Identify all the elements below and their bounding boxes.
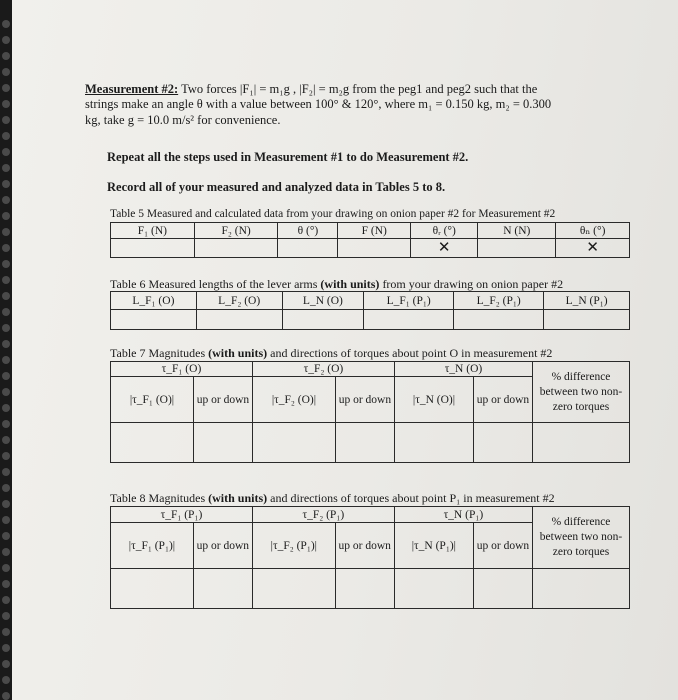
measurement-line-2: strings make an angle θ with a value between 100° & 120°, where m₁ = 0.150 kg, m₂ = 0.300 <box>85 97 552 111</box>
table8-caption-bold: (with units) <box>208 491 268 505</box>
binding-hole <box>2 68 10 76</box>
binding-hole <box>2 580 10 588</box>
binding-hole <box>2 404 10 412</box>
table7-mag-f2: |τ_F₂ (O)| <box>252 377 335 423</box>
table6-cell[interactable] <box>364 310 454 330</box>
table6-header-lf2-p1: L_F₂ (P₁) <box>454 292 544 310</box>
binding-hole <box>2 548 10 556</box>
binding-hole <box>2 20 10 28</box>
binding-hole <box>2 292 10 300</box>
table6-cell[interactable] <box>454 310 544 330</box>
binding-hole <box>2 612 10 620</box>
binding-hole <box>2 324 10 332</box>
table5-header-theta: θ (°) <box>278 223 338 239</box>
binding-hole <box>2 308 10 316</box>
table6-header-lf2-o: L_F₂ (O) <box>196 292 282 310</box>
measurement-text-1: Two forces |F₁| = m₁g , |F₂| = m₂g from the peg1 and peg2 such that the <box>181 82 538 96</box>
table6-cell[interactable] <box>111 310 197 330</box>
table5-caption: Table 5 Measured and calculated data from your drawing on onion paper #2 for Measurement #2 <box>110 208 556 220</box>
table8-mag-n: |τ_N (P₁)| <box>394 523 473 569</box>
table6-cell[interactable] <box>196 310 282 330</box>
table7-cell[interactable] <box>335 423 394 463</box>
table8-cell[interactable] <box>394 569 473 609</box>
table5-cell-crossed <box>411 239 478 258</box>
table5-cell[interactable] <box>338 239 411 258</box>
measurement-heading: Measurement #2: <box>85 82 179 96</box>
table7-cell[interactable] <box>533 423 630 463</box>
table6-cell[interactable] <box>282 310 364 330</box>
binding-hole <box>2 180 10 188</box>
table8 <box>110 506 630 609</box>
table7-cell[interactable] <box>252 423 335 463</box>
binding-hole <box>2 276 10 284</box>
table7-caption <box>110 346 552 361</box>
table8-percent-difference-header: % difference between two non-zero torques <box>533 507 630 569</box>
table7-percent-difference-header: % difference between two non-zero torques <box>533 362 630 423</box>
repeat-instruction: Repeat all the steps used in Measurement #1 to do Measurement #2. <box>107 150 469 164</box>
binding-hole <box>2 628 10 636</box>
table8-cell[interactable] <box>252 569 335 609</box>
table8-mag-f1: |τ_F₁ (P₁)| <box>111 523 194 569</box>
table7 <box>110 361 630 463</box>
table8-mag-f2: |τ_F₂ (P₁)| <box>252 523 335 569</box>
binding-hole <box>2 452 10 460</box>
table7-caption-suffix: and directions of torques about point O in measurement #2 <box>267 346 553 360</box>
notebook-binding <box>0 0 12 700</box>
table8-cell[interactable] <box>111 569 194 609</box>
cross-mark-icon: ✕ <box>586 238 599 256</box>
binding-hole <box>2 564 10 572</box>
table6-caption <box>110 277 563 292</box>
binding-hole <box>2 500 10 508</box>
table6-cell[interactable] <box>544 310 630 330</box>
binding-hole <box>2 468 10 476</box>
binding-hole <box>2 132 10 140</box>
table8-updown-n: up or down <box>474 523 533 569</box>
table6-header-lf1-o: L_F₁ (O) <box>111 292 197 310</box>
table7-cell[interactable] <box>193 423 252 463</box>
binding-hole <box>2 436 10 444</box>
table5-cell[interactable] <box>111 239 195 258</box>
binding-hole <box>2 52 10 60</box>
measurement-line-3: kg, take g = 10.0 m/s² for convenience. <box>85 113 281 127</box>
table8-cell[interactable] <box>474 569 533 609</box>
binding-hole <box>2 260 10 268</box>
table6-caption-prefix: Table 6 Measured lengths of the lever arms <box>110 277 321 291</box>
table6 <box>110 291 630 330</box>
table5-cell[interactable] <box>478 239 556 258</box>
binding-hole <box>2 660 10 668</box>
table7-updown-f2: up or down <box>335 377 394 423</box>
binding-hole <box>2 148 10 156</box>
binding-hole <box>2 532 10 540</box>
measurement-line-1 <box>85 82 537 97</box>
table8-cell[interactable] <box>335 569 394 609</box>
table5-header-n: N (N) <box>478 223 556 239</box>
table8-group-f1: τ_F₁ (P₁) <box>111 507 253 523</box>
binding-hole <box>2 228 10 236</box>
table7-caption-prefix: Table 7 Magnitudes <box>110 346 209 360</box>
binding-hole <box>2 36 10 44</box>
binding-hole <box>2 100 10 108</box>
table5-header-f1: F₁ (N) <box>111 223 195 239</box>
table7-cell[interactable] <box>394 423 473 463</box>
table6-header-ln-p1: L_N (P₁) <box>544 292 630 310</box>
table7-mag-n: |τ_N (O)| <box>394 377 473 423</box>
table5 <box>110 222 630 258</box>
table7-cell[interactable] <box>111 423 194 463</box>
binding-hole <box>2 212 10 220</box>
table7-updown-n: up or down <box>474 377 533 423</box>
binding-hole <box>2 244 10 252</box>
table5-cell-crossed <box>556 239 630 258</box>
table8-caption-suffix: and directions of torques about point P₁ in measurement #2 <box>267 491 555 505</box>
table6-caption-suffix: from your drawing on onion paper #2 <box>379 277 564 291</box>
table8-group-n: τ_N (P₁) <box>394 507 532 523</box>
table6-header-ln-o: L_N (O) <box>282 292 364 310</box>
binding-hole <box>2 356 10 364</box>
cross-mark-icon: ✕ <box>437 238 451 256</box>
table8-caption <box>110 491 555 506</box>
table5-header-f: F (N) <box>338 223 411 239</box>
table7-mag-f1: |τ_F₁ (O)| <box>111 377 194 423</box>
table7-group-f2: τ_F₂ (O) <box>252 362 394 377</box>
table5-cell[interactable] <box>194 239 278 258</box>
table6-header-lf1-p1: L_F₁ (P₁) <box>364 292 454 310</box>
table8-cell[interactable] <box>193 569 252 609</box>
table7-group-n: τ_N (O) <box>394 362 532 377</box>
record-instruction: Record all of your measured and analyzed data in Tables 5 to 8. <box>107 180 446 194</box>
table7-updown-f1: up or down <box>193 377 252 423</box>
table5-header-theta-n: θₙ (°) <box>556 223 630 239</box>
binding-hole <box>2 692 10 700</box>
binding-hole <box>2 340 10 348</box>
binding-hole <box>2 388 10 396</box>
binding-hole <box>2 644 10 652</box>
binding-hole <box>2 84 10 92</box>
binding-hole <box>2 372 10 380</box>
table7-cell[interactable] <box>474 423 533 463</box>
table8-caption-prefix: Table 8 Magnitudes <box>110 491 209 505</box>
table7-group-f1: τ_F₁ (O) <box>111 362 253 377</box>
table5-header-theta-r: θᵣ (°) <box>411 223 478 239</box>
table7-caption-bold: (with units) <box>208 346 268 360</box>
binding-hole <box>2 196 10 204</box>
table8-cell[interactable] <box>533 569 630 609</box>
table8-group-f2: τ_F₂ (P₁) <box>252 507 394 523</box>
table8-updown-f2: up or down <box>335 523 394 569</box>
binding-hole <box>2 484 10 492</box>
binding-hole <box>2 676 10 684</box>
table8-updown-f1: up or down <box>193 523 252 569</box>
table5-cell[interactable] <box>278 239 338 258</box>
table6-caption-bold: (with units) <box>320 277 380 291</box>
binding-hole <box>2 420 10 428</box>
binding-hole <box>2 516 10 524</box>
binding-hole <box>2 164 10 172</box>
table5-header-f2: F₂ (N) <box>194 223 278 239</box>
binding-hole <box>2 116 10 124</box>
binding-hole <box>2 596 10 604</box>
